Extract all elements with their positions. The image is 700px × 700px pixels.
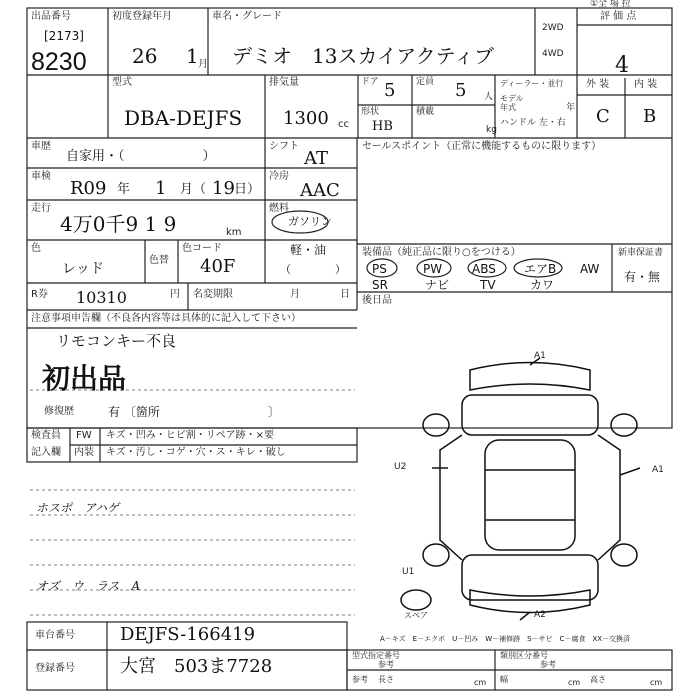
equip-ps: PS <box>372 262 387 276</box>
class-ref: 参考 <box>540 660 556 669</box>
equipment-label: 装備品（純正品に限り○をつける） <box>362 247 521 258</box>
color-code-value: 40F <box>200 256 236 277</box>
history-value: 自家用・（ ） <box>66 149 216 164</box>
interior-label: 内 装 <box>634 79 658 90</box>
interior-insp-text: キズ・汚し・コゲ・穴・ス・キレ・破し <box>106 447 286 458</box>
drive-4wd: 4WD <box>542 49 564 59</box>
equip-tv: TV <box>480 278 496 292</box>
corner-text: ①全 場 拉 <box>590 0 631 9</box>
registration-value: 大宮 503ま7728 <box>120 656 273 677</box>
doors-value: 5 <box>384 80 396 101</box>
repaint-label: 色替 <box>149 255 169 266</box>
type-value: DBA-DEJFS <box>124 106 243 130</box>
ref-cm-1: cm <box>474 678 487 687</box>
ref-label: 参考 <box>352 675 368 684</box>
doors-label: ドア <box>361 77 379 87</box>
shift-value: AT <box>304 148 329 169</box>
displacement-unit: cc <box>338 119 349 130</box>
lot-number: 8230 <box>31 48 87 76</box>
lot-label: 出品番号 <box>31 11 71 22</box>
score-value: 4 <box>615 53 629 78</box>
mileage-label: 走行 <box>31 203 51 214</box>
lot-bracket: [2173] <box>44 29 84 43</box>
drive-2wd: 2WD <box>542 23 564 33</box>
color-label: 色 <box>31 243 41 254</box>
exterior-label: 外 装 <box>586 79 610 90</box>
mark-u1: U1 <box>402 567 415 577</box>
score-label: 評 価 点 <box>600 11 637 22</box>
reg-limit-day: 日 <box>340 289 350 300</box>
first-reg-label: 初度登録年月 <box>112 11 172 22</box>
model-value: デミオ 13スカイアクティブ <box>232 44 495 68</box>
class-label: 類別区分番号 <box>500 651 548 660</box>
shift-label: シフト <box>269 141 299 152</box>
inspection-era: R09 <box>70 178 107 199</box>
ref-cm-2: cm <box>568 678 581 687</box>
equip-sr: SR <box>372 278 388 292</box>
month-unit: 月 <box>198 59 208 70</box>
inspection-label: 車検 <box>31 171 51 182</box>
inspection-month: 1 <box>155 178 167 199</box>
first-listing: 初出品 <box>42 362 127 395</box>
form-ref: 参考 <box>378 660 394 669</box>
mileage-unit: km <box>226 227 242 238</box>
ref-cm-3: cm <box>650 678 663 687</box>
equip-airbag: エアB <box>524 262 557 276</box>
displacement-value: 1300 <box>283 108 329 129</box>
mark-a1-right: A1 <box>652 465 664 475</box>
equip-pw: PW <box>423 262 443 276</box>
damage-legend: A－キズ E－エクボ U－凹み W－補修跡 S－サビ C－腐食 XX－交換済 <box>380 635 631 643</box>
recycle-label: R券 <box>31 289 48 300</box>
inspector-label2: 記入欄 <box>31 447 61 458</box>
recycle-yen: 円 <box>170 289 180 300</box>
repair-label: 修復歴 <box>44 406 74 417</box>
car-diagram <box>401 358 640 620</box>
mileage-value: 4万0千9 1 9 <box>60 212 177 236</box>
notes-line1: リモコンキー不良 <box>56 332 177 350</box>
fuel-light-oil: 軽・油 <box>290 243 327 257</box>
interior-insp-label: 内装 <box>74 447 94 458</box>
year-unit: 年 <box>566 103 576 113</box>
first-reg-month: 1 <box>186 44 199 68</box>
handle-label: ハンドル 左・右 <box>500 118 566 128</box>
ref-height: 高さ <box>590 675 606 684</box>
notes-header: 注意事項申告欄（不良各内容等は具体的に記入して下さい） <box>31 313 301 324</box>
chassis-label: 車台番号 <box>35 630 75 641</box>
exterior-value: C <box>596 106 610 127</box>
equip-abs: ABS <box>472 262 496 276</box>
inspection-day: 19 <box>212 178 235 199</box>
model-label: 車名・グレード <box>212 11 282 22</box>
fuel-gasoline: ガソリン <box>288 215 332 228</box>
color-code-label: 色コード <box>182 243 222 254</box>
ref-width: 幅 <box>500 675 508 684</box>
fuel-other: （ ） <box>280 263 346 276</box>
inspector-note2: オズ ウ ラス A <box>36 579 141 593</box>
inspector-note1: ホスポ アハゲ <box>36 501 120 515</box>
mark-a1-top: A1 <box>534 351 546 361</box>
form-label: 型式指定番号 <box>352 651 400 660</box>
fw-text: キズ・凹み・ヒビ割・リペア跡・×要 <box>106 430 274 441</box>
warranty-value: 有・無 <box>624 270 661 284</box>
equip-leather: カワ <box>530 278 555 292</box>
repair-value: 有 〔箇所 〕 <box>108 405 280 419</box>
shape-label: 形状 <box>361 107 380 117</box>
interior-value: B <box>643 106 657 127</box>
capacity-unit: 人 <box>484 92 494 102</box>
fw-label: FW <box>76 430 92 441</box>
recycle-value: 10310 <box>76 288 127 307</box>
mark-a2: A2 <box>534 610 546 620</box>
sales-point-label: セールスポイント（正常に機能するものに限ります） <box>362 141 602 152</box>
capacity-label: 定員 <box>416 77 435 87</box>
chassis-value: DEJFS-166419 <box>120 624 256 645</box>
ref-length: 長さ <box>378 675 394 684</box>
dealer-label: ディーラー・並行 <box>500 79 564 88</box>
load-label: 積載 <box>416 107 435 117</box>
model-year-label: モデル <box>500 94 524 103</box>
registration-label: 登録番号 <box>35 663 75 674</box>
ac-label: 冷房 <box>269 171 289 182</box>
mark-u2: U2 <box>394 462 407 472</box>
capacity-value: 5 <box>455 80 467 101</box>
equip-navi: ナビ <box>425 278 450 292</box>
inspection-month-unit: 月（ <box>180 182 207 197</box>
warranty-label: 新車保証書 <box>618 248 664 258</box>
shape-value: HB <box>372 119 393 134</box>
later-date-label: 後日品 <box>362 295 392 306</box>
reg-limit-month: 月 <box>290 289 300 300</box>
inspector-label1: 検査員 <box>31 430 61 441</box>
history-label: 車歴 <box>31 141 51 152</box>
load-unit: kg <box>486 125 497 135</box>
equip-aw: AW <box>580 262 600 276</box>
ac-value: AAC <box>300 180 340 201</box>
type-label: 型式 <box>112 77 132 88</box>
reg-limit-label: 名変期限 <box>193 289 233 300</box>
inspection-year-unit: 年 <box>117 182 131 197</box>
spare-label: スペア <box>404 611 428 620</box>
inspection-day-unit: 日） <box>234 182 261 197</box>
model-year-label2: 年式 <box>500 103 516 112</box>
fuel-label: 燃料 <box>269 203 289 214</box>
first-reg-year: 26 <box>132 44 158 68</box>
color-value: レッド <box>62 261 104 277</box>
displacement-label: 排気量 <box>269 77 299 88</box>
